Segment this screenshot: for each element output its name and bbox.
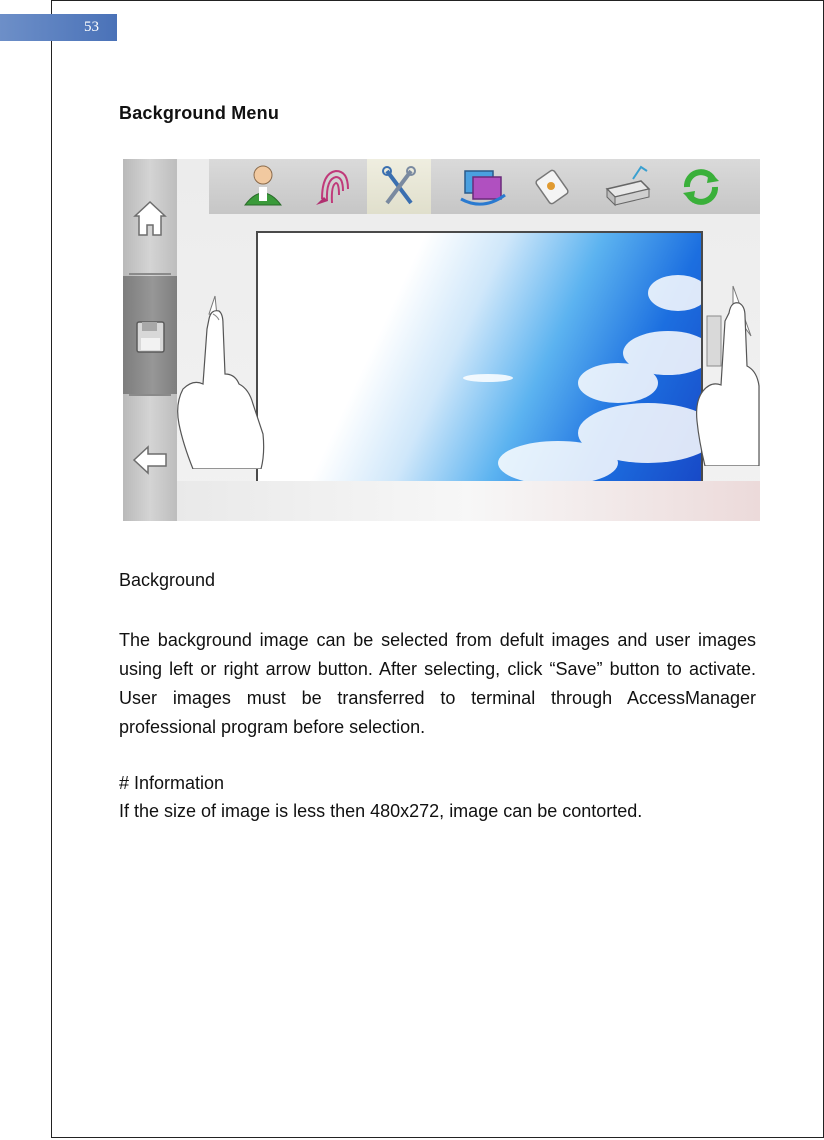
back-button[interactable] [123, 396, 177, 521]
back-arrow-icon [123, 396, 177, 521]
tool-refresh[interactable] [669, 159, 733, 214]
home-icon [123, 159, 177, 274]
info-heading: # Information [119, 773, 225, 793]
page-frame-top [52, 0, 824, 1]
top-toolbar [209, 159, 760, 214]
tool-network[interactable] [593, 159, 657, 214]
next-arrow-tab[interactable] [707, 316, 721, 366]
save-button[interactable] [123, 276, 177, 394]
user-icon [231, 159, 295, 214]
right-hand-gesture-icon [697, 303, 759, 466]
save-icon [123, 276, 177, 394]
background-preview-image [256, 231, 703, 486]
page-frame-bottom [51, 1137, 824, 1138]
page-frame-left [51, 0, 52, 1138]
network-icon [593, 159, 657, 214]
cloud-illustration [258, 233, 701, 484]
home-button[interactable] [123, 159, 177, 274]
tool-fingerprint[interactable] [302, 159, 366, 214]
tool-settings[interactable] [367, 159, 431, 214]
page-number: 53 [84, 19, 99, 35]
tools-icon [367, 159, 431, 214]
tool-user[interactable] [231, 159, 295, 214]
usb-icon [521, 159, 585, 214]
refresh-icon [669, 159, 733, 214]
tool-display[interactable] [451, 159, 515, 214]
side-nav-divider [129, 273, 171, 275]
body-paragraph: The background image can be selected from defult images and user images using left or right arrow button. After selecting, click “Save” button to activate. User images must be transferred to terminal through AccessManager professional program before selection. [119, 630, 756, 737]
info-text: If the size of image is less then 480x272, image can be contorted. [119, 801, 643, 821]
tool-usb[interactable] [521, 159, 585, 214]
left-hand-gesture-icon [173, 294, 268, 469]
side-nav [123, 159, 177, 521]
bottom-bar [177, 481, 760, 521]
fingerprint-icon [302, 159, 366, 214]
subheading: Background [119, 570, 216, 590]
display-icon [451, 159, 515, 214]
device-screenshot [123, 159, 760, 521]
section-title: Background Menu [119, 103, 280, 123]
